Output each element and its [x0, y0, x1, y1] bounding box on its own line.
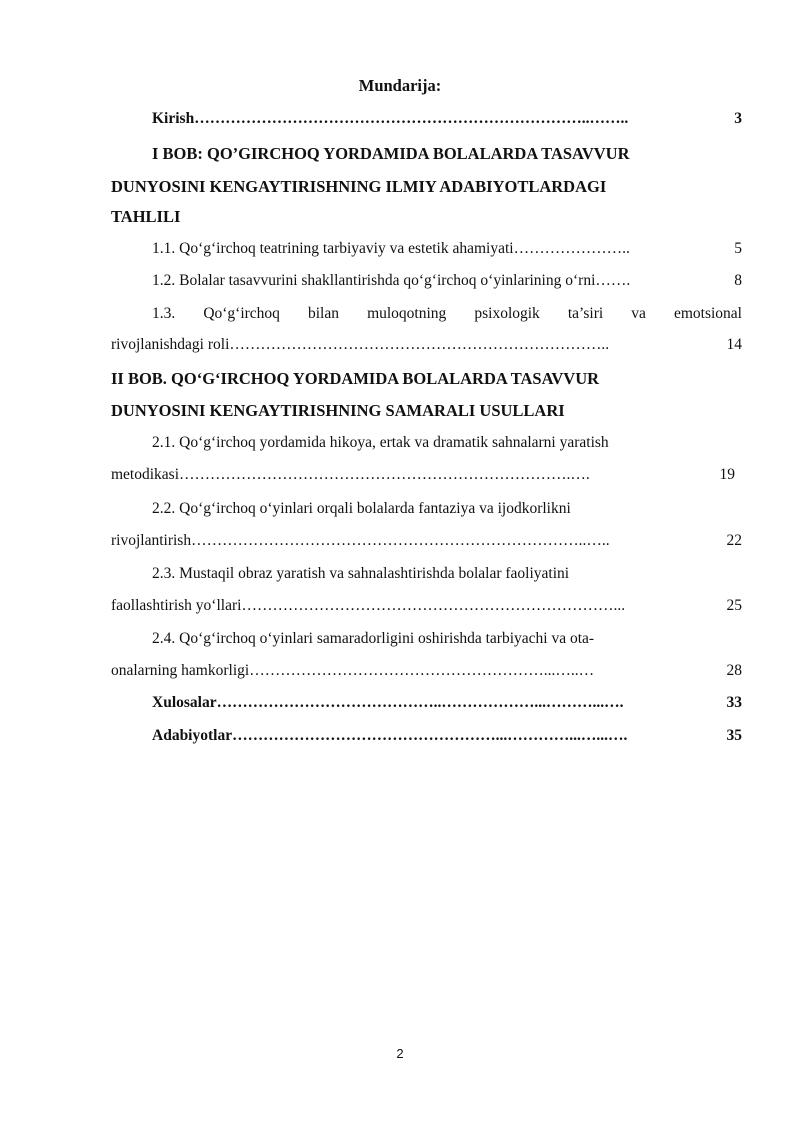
toc-entry-title: faollashtirish yo‘llari [111, 597, 242, 614]
toc-leader-dots: ……. [595, 272, 631, 289]
toc-leader-dots: …………………………………………………………………..….. [191, 532, 610, 549]
toc-entry-intro[interactable] [152, 110, 742, 128]
toc-entry-2-4-line1: 2.4. Qo‘g‘irchoq o‘yinlari samaradorligini oshirishda tarbiyachi va ota- [152, 630, 595, 647]
toc-page-number: 19 [719, 466, 735, 483]
toc-entry-2-4[interactable] [111, 662, 742, 680]
toc-entry-2-1[interactable] [111, 466, 735, 484]
toc-entry-1-3-line2[interactable] [111, 336, 742, 354]
toc-entry-2-1-line1: 2.1. Qo‘g‘irchoq yordamida hikoya, ertak va dramatik sahnalarni yaratish [152, 434, 609, 451]
toc-entry-title: 1.2. Bolalar tasavvurini shakllantirishda qo‘g‘irchoq o‘yinlarining o‘rni [152, 272, 596, 289]
toc-leader-dots: ………………….. [513, 240, 630, 257]
toc-entry-title: 1.1. Qo‘g‘irchoq teatrining tarbiyaviy va estetik ahamiyati [152, 240, 514, 257]
toc-entry-title: onalarning hamkorligi [111, 662, 250, 679]
toc-entry-conclusions[interactable] [152, 694, 742, 712]
toc-leader-dots: ………………………………………………………………... [241, 597, 626, 614]
toc-word: psixologik [474, 305, 540, 322]
toc-page-number: 8 [734, 272, 742, 289]
toc-word: muloqotning [367, 305, 447, 322]
toc-entry-2-3[interactable] [111, 597, 742, 615]
toc-leader-dots: ……………………………………………………………….. [229, 336, 610, 353]
toc-entry-2-2-line1: 2.2. Qo‘g‘irchoq o‘yinlari orqali bolalarda fantaziya va ijodkorlikni [152, 500, 571, 517]
toc-entry-2-2[interactable] [111, 532, 742, 550]
toc-heading: Mundarija: [358, 76, 442, 95]
toc-entry-title: rivojlanishdagi roli [111, 336, 230, 353]
toc-leader-dots: ………………………………………………………………….…. [179, 466, 590, 483]
toc-leader-dots: …………………………………………………………………..…….. [194, 110, 629, 127]
toc-word: ta’siri [567, 305, 604, 322]
toc-entry-references[interactable] [152, 727, 742, 745]
toc-leader-dots: …………………………………………………...…..… [249, 662, 595, 679]
toc-page-number: 28 [726, 662, 742, 679]
toc-word: bilan [308, 305, 339, 322]
chapter1-title-line1: I BOB: QO’GIRCHOQ YORDAMIDA BOLALARDA TASAVVUR [152, 144, 630, 163]
toc-entry-title: Xulosalar [152, 694, 217, 711]
chapter2-title-line1: II BOB. QO‘G‘IRCHOQ YORDAMIDA BOLALARDA TASAVVUR [111, 369, 600, 388]
toc-word: va [631, 305, 646, 322]
toc-page-number: 3 [734, 110, 742, 127]
toc-page-number: 14 [726, 336, 742, 353]
toc-page-number: 35 [726, 727, 742, 744]
toc-entry-1-2[interactable] [152, 272, 742, 290]
toc-entry-title: Adabiyotlar [152, 727, 233, 744]
toc-entry-2-3-line1: 2.3. Mustaqil obraz yaratish va sahnalashtirishda bolalar faoliyatini [152, 565, 570, 582]
toc-entry-1-1[interactable] [152, 240, 742, 258]
toc-leader-dots: ……………………………………..………………...………...…. [216, 694, 624, 711]
toc-page-number: 22 [726, 532, 742, 549]
toc-page-number: 25 [726, 597, 742, 614]
toc-entry-1-3-line1[interactable] [152, 305, 742, 323]
toc-entry-title: metodikasi [111, 466, 180, 483]
toc-word: Qo‘g‘irchoq [203, 305, 280, 322]
chapter1-title-line3: TAHLILI [111, 207, 181, 226]
toc-entry-title: rivojlantirish [111, 532, 192, 549]
toc-page-number: 33 [726, 694, 742, 711]
chapter2-title-line2: DUNYOSINI KENGAYTIRISHNING SAMARALI USULLARI [111, 401, 565, 420]
toc-entry-title: Kirish [152, 110, 195, 127]
toc-leader-dots: ……………………………………………...…………...…...…. [232, 727, 628, 744]
toc-word: 1.3. [152, 305, 176, 322]
chapter1-title-line2: DUNYOSINI KENGAYTIRISHNING ILMIY ADABIYOTLARDAGI [111, 177, 607, 196]
toc-word: emotsional [673, 305, 742, 322]
page-number: 2 [396, 1046, 404, 1061]
toc-page-number: 5 [734, 240, 742, 257]
